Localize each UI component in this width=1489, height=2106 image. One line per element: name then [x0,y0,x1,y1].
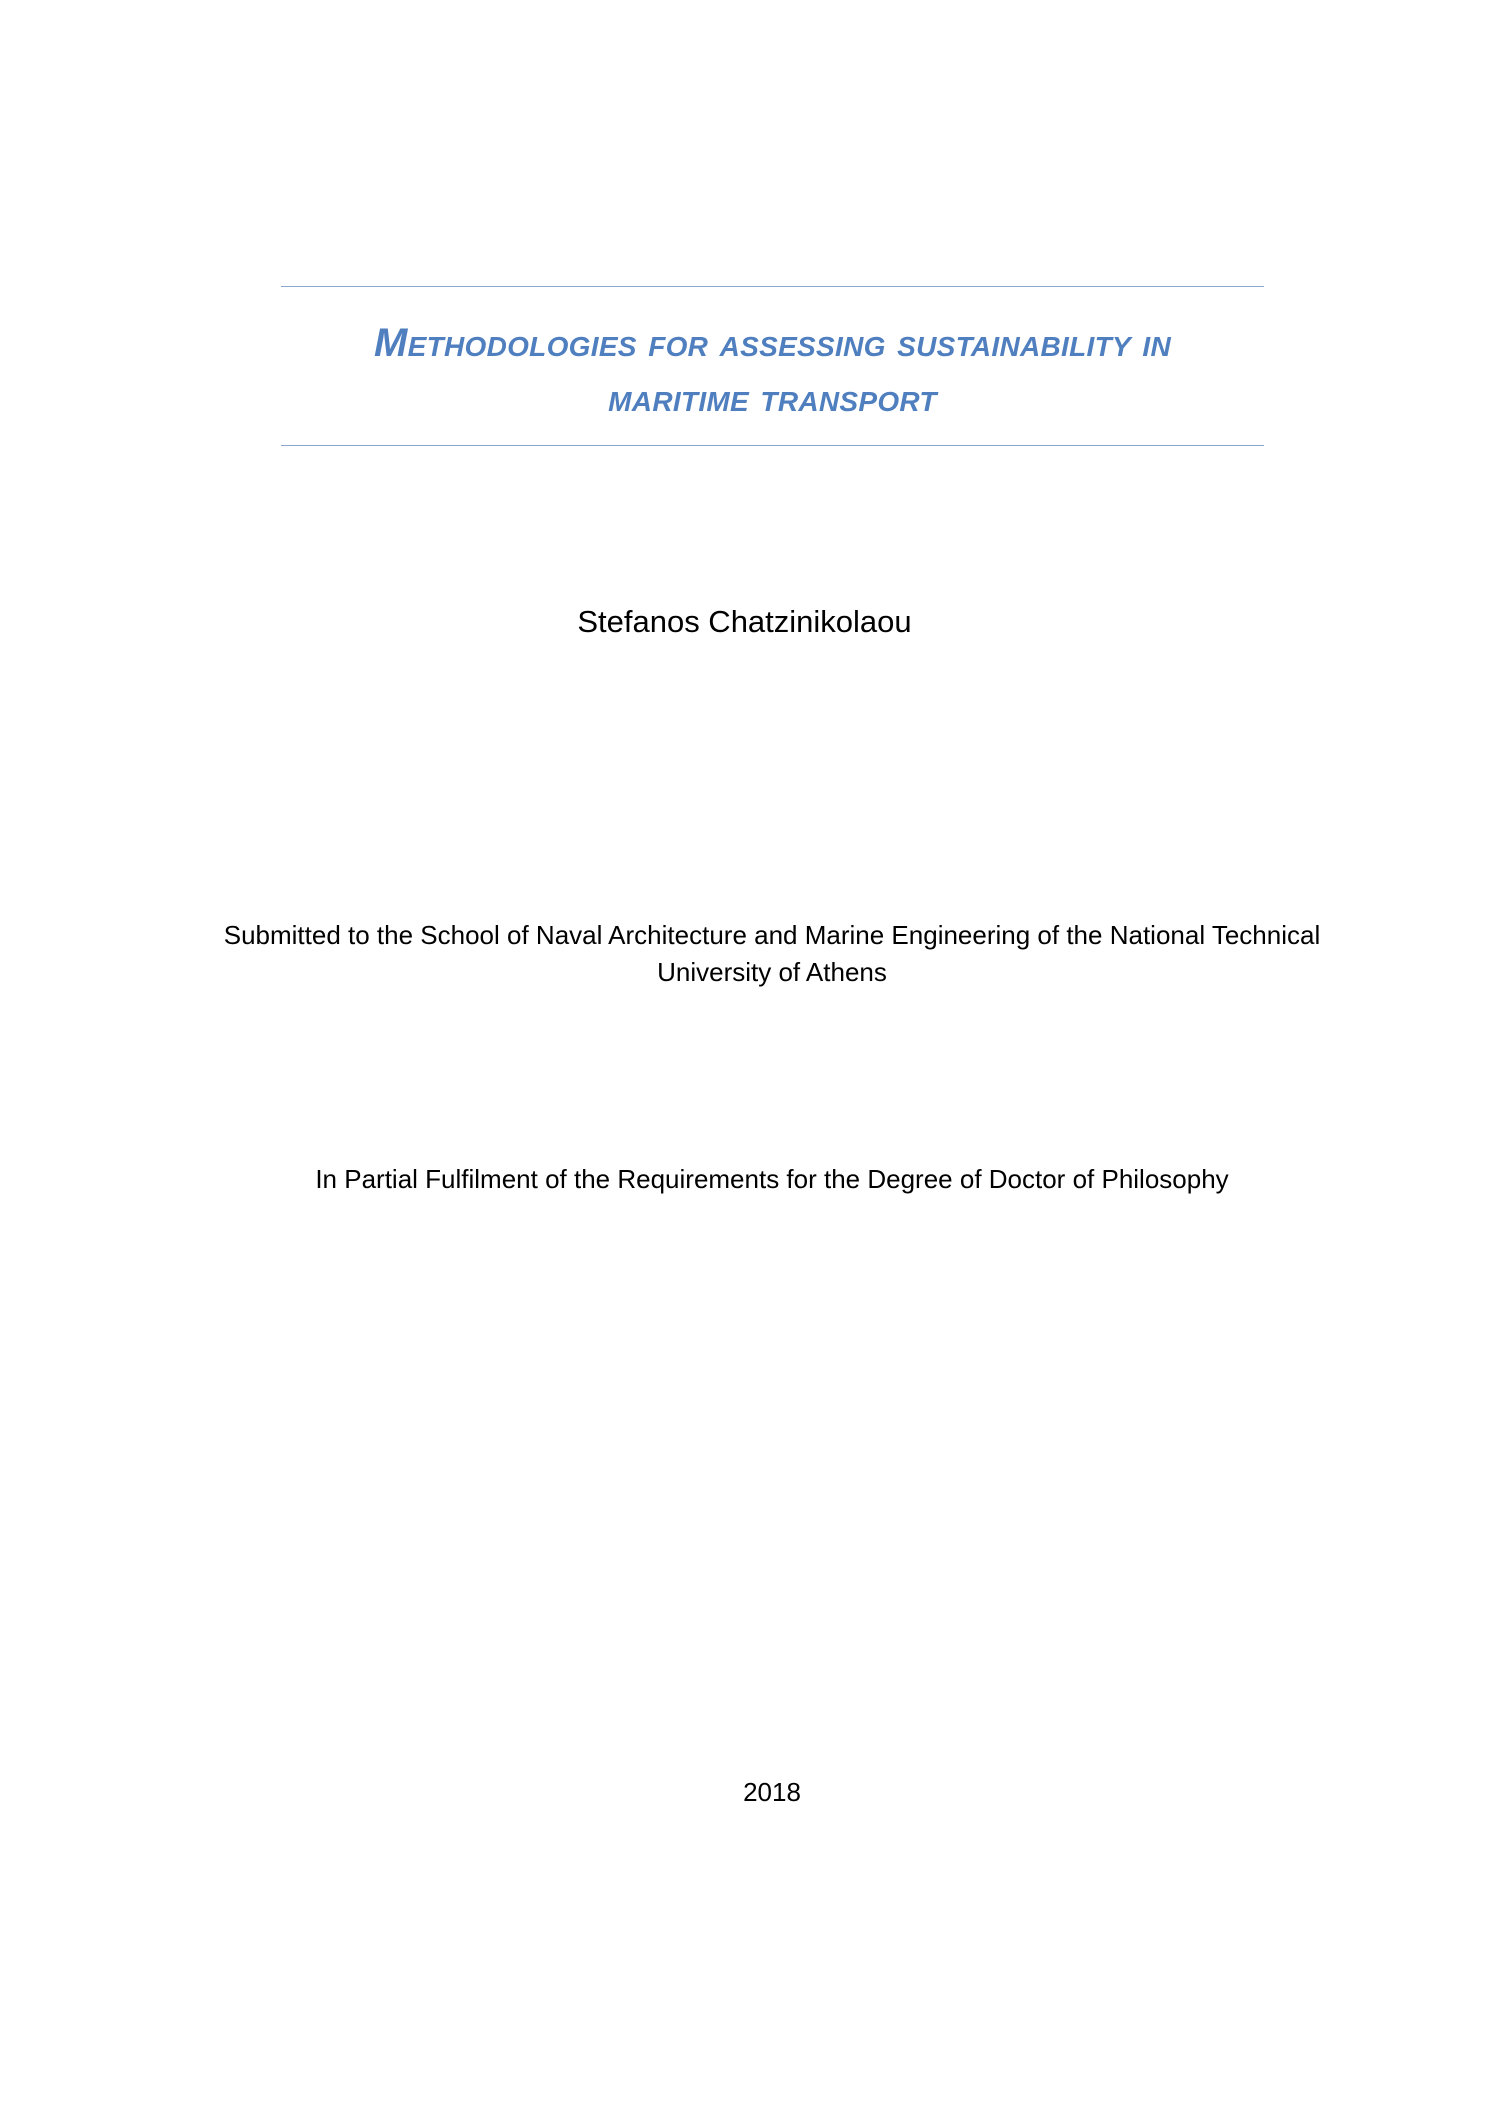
submission-statement [150,917,1394,991]
title-bottom-rule [281,445,1264,446]
degree-statement: In Partial Fulfilment of the Requirements for the Degree of Doctor of Philosophy [315,1164,1229,1194]
author-name: Stefanos Chatzinikolaou [577,604,912,639]
publication-year: 2018 [743,1777,801,1807]
thesis-title-line-1: Methodologies for assessing sustainability in [373,321,1172,365]
thesis-title [281,316,1264,426]
submission-line-1: Submitted to the School of Naval Architecture and Marine Engineering of the National Technical [223,920,1321,950]
submission-line-2: University of Athens [657,957,887,987]
title-top-rule [281,286,1264,287]
thesis-title-line-2: maritime transport [608,376,937,420]
